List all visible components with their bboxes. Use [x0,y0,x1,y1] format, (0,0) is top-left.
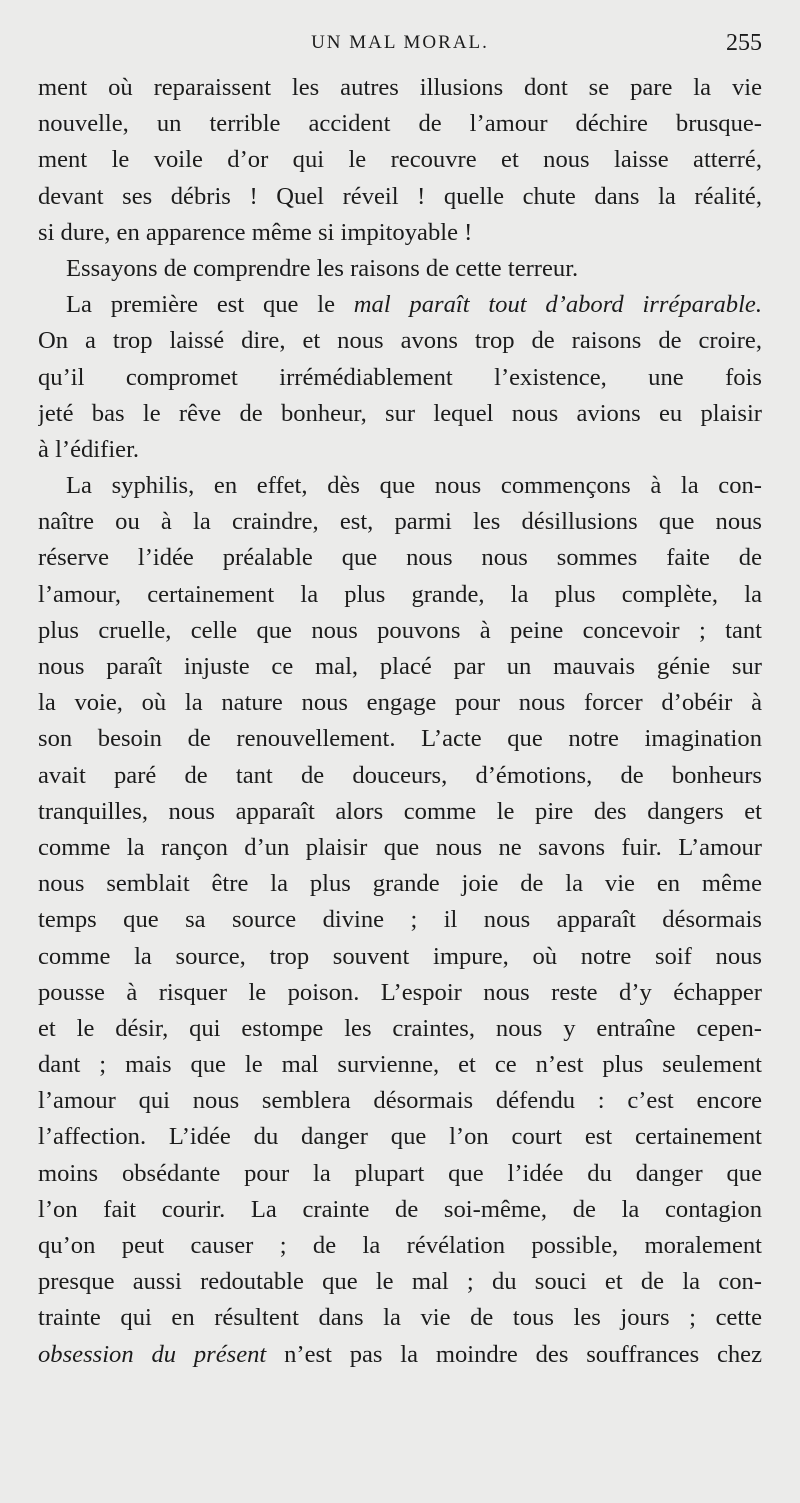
text-line: pousse à risquer le poison. L’espoir nous reste d’y échapper [38,978,762,1006]
text-line: qu’il compromet irrémédiablement l’existence, une fois [38,363,762,391]
text-line: plus cruelle, celle que nous pouvons à peine concevoir ; tant [38,616,762,644]
text-line: moins obsédante pour la plupart que l’idée du danger que [38,1159,762,1187]
italic-phrase: obsession du présent [38,1340,267,1368]
text-line: l’on fait courir. La crainte de soi-même, de la contagion [38,1195,762,1223]
text-line: et le désir, qui estompe les craintes, nous y entraîne cepen- [38,1014,762,1042]
text-line: dant ; mais que le mal survienne, et ce n’est plus seulement [38,1051,762,1079]
text-line: comme la rançon d’un plaisir que nous ne savons fuir. L’amour [38,833,762,861]
text-line: ment où reparaissent les autres illusions dont se pare la vie [38,74,762,101]
text-line [38,287,762,323]
text-line: naître ou à la craindre, est, parmi les désillusions que nous [38,508,762,536]
text-line: devant ses débris ! Quel réveil ! quelle chute dans la réalité, [38,182,762,210]
text-line: Essayons de comprendre les raisons de cette terreur. [66,254,579,282]
running-head [38,30,762,66]
text-line: si dure, en apparence même si impitoyable ! [38,218,473,246]
text-line [38,1337,762,1373]
text-line: tranquilles, nous apparaît alors comme le pire des dangers et [38,797,762,825]
body-text [38,70,762,1373]
text-line: l’amour qui nous semblera désormais défendu : c’est encore [38,1087,762,1115]
text-line: trainte qui en résultent dans la vie de tous les jours ; cette [38,1304,762,1332]
italic-phrase: mal paraît tout d’abord irréparable. [353,291,762,319]
page-number: 255 [726,30,762,56]
text-line: l’affection. L’idée du danger que l’on court est certainement [38,1123,762,1151]
text-line: nouvelle, un terrible accident de l’amour déchire brusque- [38,110,762,138]
text-line: nous semblait être la plus grande joie de la vie en même [38,870,762,898]
text-line: On a trop laissé dire, et nous avons trop de raisons de croire, [38,327,762,355]
text-line: la voie, où la nature nous engage pour nous forcer d’obéir à [38,689,762,717]
line-segment: La première est que le [66,291,354,319]
text-line: nous paraît injuste ce mal, placé par un mauvais génie sur [38,653,762,680]
text-line: avait paré de tant de douceurs, d’émotions, de bonheurs [38,761,762,789]
text-line: son besoin de renouvellement. L’acte que notre imagination [38,725,762,753]
text-line: La syphilis, en effet, dès que nous commençons à la con- [66,472,762,500]
text-line: presque aussi redoutable que le mal ; du souci et de la con- [38,1268,762,1296]
text-line: à l’édifier. [38,435,140,463]
text-line: réserve l’idée préalable que nous nous sommes faite de [38,544,762,572]
line-segment: n’est pas la moindre des souffrances chez [266,1340,762,1368]
text-line: temps que sa source divine ; il nous apparaît désormais [38,906,762,934]
text-line: comme la source, trop souvent impure, où notre soif nous [38,942,762,970]
running-title: UN MAL MORAL. [311,32,489,53]
text-line: ment le voile d’or qui le recouvre et nous laisse atterré, [38,146,762,174]
text-line: jeté bas le rêve de bonheur, sur lequel nous avions eu plaisir [38,399,762,427]
text-line: l’amour, certainement la plus grande, la plus complète, la [38,580,762,608]
text-line: qu’on peut causer ; de la révélation possible, moralement [38,1232,762,1259]
